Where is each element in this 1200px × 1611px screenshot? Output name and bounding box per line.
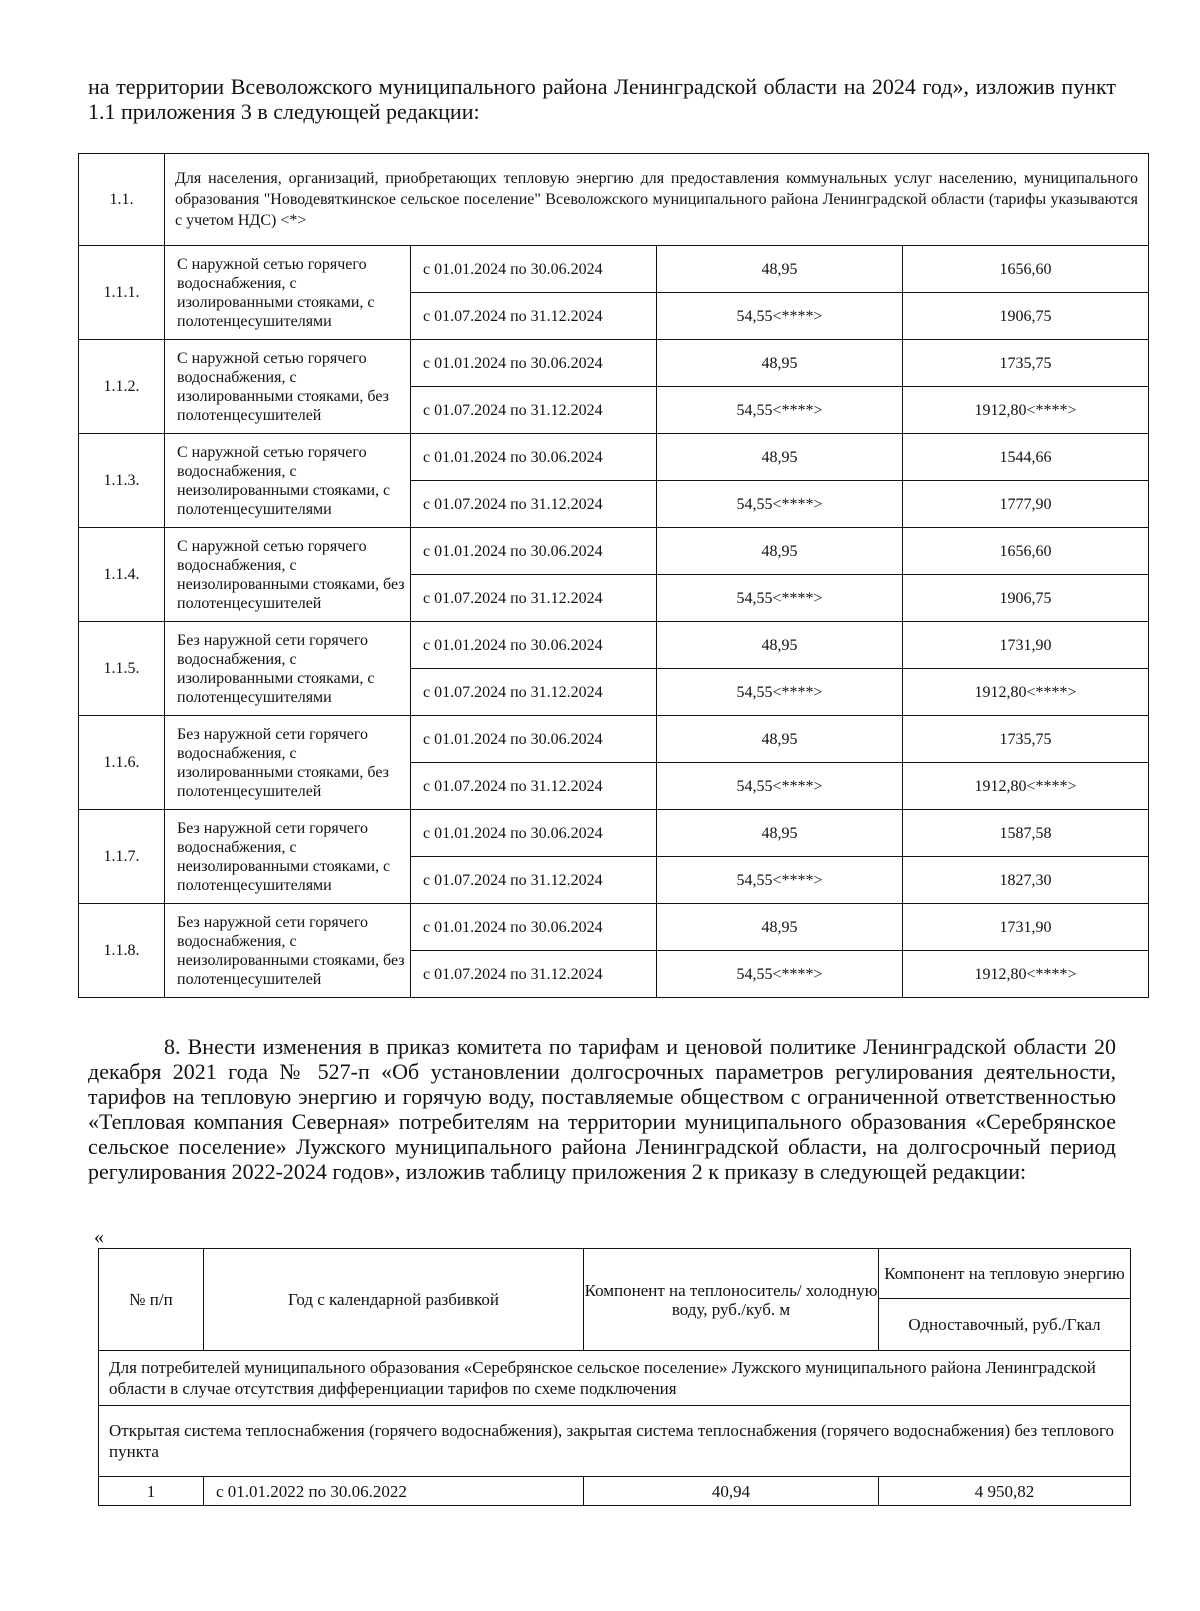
table-row — [79, 904, 1149, 951]
header-description: Для населения, организаций, приобретающих тепловую энергию для предоставления коммунальных услуг населению, муниципального образования "Новодевяткинское сельское поселение" Всеволожского муниципального района Ленинградской области (тарифы указываются с учетом НДС) <*> — [165, 154, 1149, 246]
period-first-half: с 01.01.2024 по 30.06.2024 — [411, 246, 657, 293]
energy-value-second-half: 1912,80<****> — [903, 387, 1149, 434]
header-year: Год с календарной разбивкой — [204, 1249, 584, 1351]
carrier-value-second-half: 54,55<****> — [657, 763, 903, 810]
carrier-value-first-half: 48,95 — [657, 528, 903, 575]
section-row — [99, 1351, 1131, 1406]
period-second-half: с 01.07.2024 по 31.12.2024 — [411, 669, 657, 716]
energy-value-first-half: 1731,90 — [903, 904, 1149, 951]
section-consumers: Для потребителей муниципального образования «Серебрянское сельское поселение» Лужского муниципального района Ленинградской области в случае отсутствия дифференциации тарифов по схеме подключения — [99, 1351, 1131, 1406]
row-num: 1 — [99, 1477, 204, 1506]
period-second-half: с 01.07.2024 по 31.12.2024 — [411, 951, 657, 998]
energy-value-second-half: 1777,90 — [903, 481, 1149, 528]
header-num: № п/п — [99, 1249, 204, 1351]
row-energy-value: 4 950,82 — [879, 1477, 1131, 1506]
energy-value-second-half: 1906,75 — [903, 575, 1149, 622]
energy-value-second-half: 1906,75 — [903, 293, 1149, 340]
intro-paragraph: на территории Всеволожского муниципального района Ленинградской области на 2024 год», изложив пункт 1.1 приложения 3 в следующей редакции: — [88, 74, 1116, 124]
row-description: С наружной сетью горячего водоснабжения, с неизолированными стояками, без полотенцесушителей — [165, 528, 411, 622]
table-header-row — [79, 154, 1149, 246]
header-number: 1.1. — [79, 154, 165, 246]
row-number: 1.1.2. — [79, 340, 165, 434]
row-number: 1.1.6. — [79, 716, 165, 810]
section-open-system: Открытая система теплоснабжения (горячего водоснабжения), закрытая система теплоснабжения (горячего водоснабжения) без теплового пункта — [99, 1406, 1131, 1477]
row-number: 1.1.4. — [79, 528, 165, 622]
carrier-value-first-half: 48,95 — [657, 716, 903, 763]
carrier-value-second-half: 54,55<****> — [657, 387, 903, 434]
energy-value-first-half: 1735,75 — [903, 716, 1149, 763]
carrier-value-second-half: 54,55<****> — [657, 575, 903, 622]
carrier-value-first-half: 48,95 — [657, 622, 903, 669]
period-first-half: с 01.01.2024 по 30.06.2024 — [411, 904, 657, 951]
item-8-paragraph: 8. Внести изменения в приказ комитета по тарифам и ценовой политике Ленинградской области 20 декабря 2021 года № 527-п «Об установлении долгосрочных параметров регулирования деятельности, тарифов на тепловую энергию и горячую воду, поставляемые обществом с ограниченной ответственностью «Тепловая компания Северная» потребителям на территории муниципального образования «Серебрянское сельское поселение» Лужского муниципального района Ленинградской области, на долгосрочный период регулирования 2022-2024 годов», изложив таблицу приложения 2 к приказу в следующей редакции: — [88, 1034, 1116, 1184]
row-number: 1.1.7. — [79, 810, 165, 904]
energy-value-first-half: 1656,60 — [903, 246, 1149, 293]
table-row — [99, 1477, 1131, 1506]
section-row — [99, 1406, 1131, 1477]
period-first-half: с 01.01.2024 по 30.06.2024 — [411, 340, 657, 387]
period-first-half: с 01.01.2024 по 30.06.2024 — [411, 528, 657, 575]
period-second-half: с 01.07.2024 по 31.12.2024 — [411, 387, 657, 434]
period-first-half: с 01.01.2024 по 30.06.2024 — [411, 434, 657, 481]
row-description: Без наружной сети горячего водоснабжения, с неизолированными стояками, с полотенцесушителями — [165, 810, 411, 904]
table-row — [79, 246, 1149, 293]
row-description: С наружной сетью горячего водоснабжения, с изолированными стояками, с полотенцесушителями — [165, 246, 411, 340]
energy-value-second-half: 1912,80<****> — [903, 763, 1149, 810]
table-row — [79, 716, 1149, 763]
row-carrier-value: 40,94 — [584, 1477, 879, 1506]
energy-value-second-half: 1827,30 — [903, 857, 1149, 904]
carrier-value-second-half: 54,55<****> — [657, 669, 903, 716]
carrier-value-second-half: 54,55<****> — [657, 293, 903, 340]
energy-value-second-half: 1912,80<****> — [903, 951, 1149, 998]
tariff-table-2 — [98, 1248, 1131, 1506]
header-energy: Компонент на тепловую энергию — [879, 1249, 1131, 1299]
row-description: С наружной сетью горячего водоснабжения, с неизолированными стояками, с полотенцесушителями — [165, 434, 411, 528]
energy-value-first-half: 1735,75 — [903, 340, 1149, 387]
carrier-value-first-half: 48,95 — [657, 246, 903, 293]
period-second-half: с 01.07.2024 по 31.12.2024 — [411, 481, 657, 528]
table-row — [79, 340, 1149, 387]
row-number: 1.1.5. — [79, 622, 165, 716]
row-number: 1.1.1. — [79, 246, 165, 340]
energy-value-second-half: 1912,80<****> — [903, 669, 1149, 716]
table-row — [79, 622, 1149, 669]
row-period: с 01.01.2022 по 30.06.2022 — [204, 1477, 584, 1506]
row-description: С наружной сетью горячего водоснабжения, с изолированными стояками, без полотенцесушителей — [165, 340, 411, 434]
row-number: 1.1.3. — [79, 434, 165, 528]
period-first-half: с 01.01.2024 по 30.06.2024 — [411, 716, 657, 763]
carrier-value-first-half: 48,95 — [657, 434, 903, 481]
carrier-value-second-half: 54,55<****> — [657, 951, 903, 998]
energy-value-first-half: 1731,90 — [903, 622, 1149, 669]
opening-quote: « — [94, 1226, 104, 1248]
table-header-row — [99, 1249, 1131, 1299]
tariff-table-1 — [78, 153, 1149, 998]
energy-value-first-half: 1587,58 — [903, 810, 1149, 857]
carrier-value-first-half: 48,95 — [657, 904, 903, 951]
carrier-value-first-half: 48,95 — [657, 810, 903, 857]
carrier-value-second-half: 54,55<****> — [657, 857, 903, 904]
carrier-value-first-half: 48,95 — [657, 340, 903, 387]
header-carrier: Компонент на теплоноситель/ холодную воду, руб./куб. м — [584, 1249, 879, 1351]
row-description: Без наружной сети горячего водоснабжения, с изолированными стояками, с полотенцесушителями — [165, 622, 411, 716]
period-second-half: с 01.07.2024 по 31.12.2024 — [411, 763, 657, 810]
row-number: 1.1.8. — [79, 904, 165, 998]
header-single-rate: Одноставочный, руб./Гкал — [879, 1299, 1131, 1351]
period-first-half: с 01.01.2024 по 30.06.2024 — [411, 622, 657, 669]
table-row — [79, 434, 1149, 481]
period-second-half: с 01.07.2024 по 31.12.2024 — [411, 857, 657, 904]
energy-value-first-half: 1656,60 — [903, 528, 1149, 575]
energy-value-first-half: 1544,66 — [903, 434, 1149, 481]
period-second-half: с 01.07.2024 по 31.12.2024 — [411, 293, 657, 340]
period-first-half: с 01.01.2024 по 30.06.2024 — [411, 810, 657, 857]
table-row — [79, 810, 1149, 857]
table-row — [79, 528, 1149, 575]
period-second-half: с 01.07.2024 по 31.12.2024 — [411, 575, 657, 622]
row-description: Без наружной сети горячего водоснабжения, с неизолированными стояками, без полотенцесушителей — [165, 904, 411, 998]
carrier-value-second-half: 54,55<****> — [657, 481, 903, 528]
row-description: Без наружной сети горячего водоснабжения, с изолированными стояками, без полотенцесушителей — [165, 716, 411, 810]
